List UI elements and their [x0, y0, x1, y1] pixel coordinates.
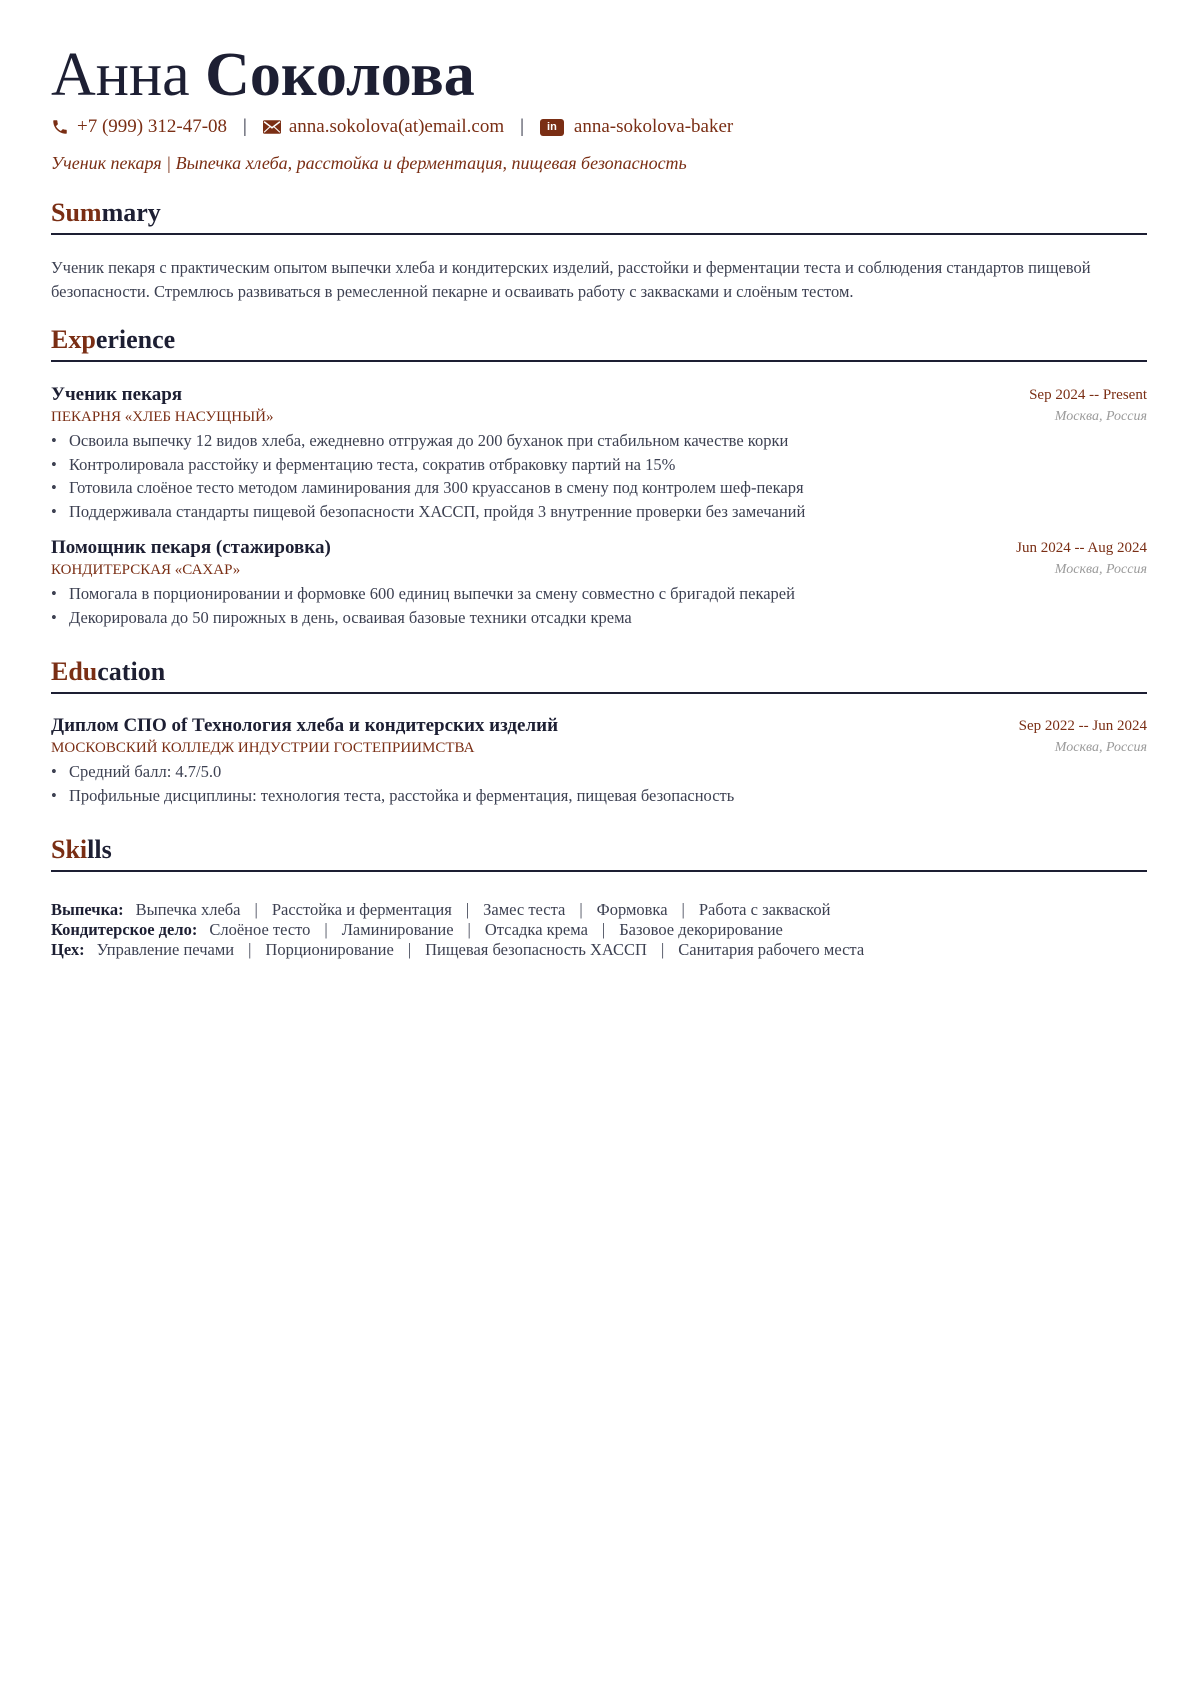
bullet-list	[51, 582, 1147, 629]
section-title-accent: Ski	[51, 835, 88, 864]
skill-separator: |	[324, 920, 328, 939]
bullet-item: • Освоила выпечку 12 видов хлеба, ежедневно отгружая до 200 буханок при стабильном качестве корки	[51, 429, 1147, 453]
bullet-item: • Поддерживала стандарты пищевой безопасности ХАССП, пройдя 3 внутренние проверки без замечаний	[51, 500, 1147, 524]
education-entry	[51, 714, 1147, 807]
skill-separator: |	[248, 940, 252, 959]
bullet-list	[51, 760, 1147, 807]
section-title-accent: Edu	[51, 657, 98, 686]
experience-entry	[51, 383, 1147, 523]
last-name: Соколова	[205, 41, 475, 109]
section-title-rest: lls	[87, 835, 112, 864]
bullet-list	[51, 429, 1147, 523]
section-title-accent: Sum	[51, 198, 102, 227]
skill-item: Базовое декорирование	[619, 920, 783, 939]
summary-text: Ученик пекаря с практическим опытом выпечки хлеба и кондитерских изделий, расстойки и ферментации теста и соблюдения стандартов пищевой безопасности. Стремлюсь развиваться в ремесленной пекарне и осваивать работу с заквасками и слоёным тестом.	[51, 258, 1091, 301]
employer: КОНДИТЕРСКАЯ «САХАР»	[51, 562, 241, 578]
email-contact[interactable]	[263, 116, 504, 138]
bullet-item: • Декорировала до 50 пирожных в день, осваивая базовые техники отсадки крема	[51, 606, 1147, 630]
section-title-rest: mary	[101, 198, 161, 227]
skill-row	[51, 920, 1147, 940]
bullet-item: • Профильные дисциплины: технология теста, расстойка и ферментация, пищевая безопасность	[51, 784, 1147, 808]
section-title-skills	[51, 833, 1147, 872]
skill-item: Порционирование	[265, 940, 394, 959]
skill-row	[51, 940, 1147, 960]
location: Москва, Россия	[1054, 562, 1147, 577]
section-title-summary	[51, 196, 1147, 235]
skill-item: Пищевая безопасность ХАССП	[425, 940, 647, 959]
skill-row	[51, 900, 1147, 920]
phone-contact[interactable]	[51, 116, 227, 138]
entry-header	[51, 383, 1147, 429]
skills-list	[51, 900, 1147, 960]
skill-item: Работа с закваской	[698, 900, 831, 919]
degree-title: Диплом СПО of Технология хлеба и кондитерских изделий	[51, 715, 559, 736]
section-title-rest: erience	[95, 325, 176, 354]
skill-item: Формовка	[596, 900, 668, 919]
entry-header	[51, 714, 1147, 760]
section-title-experience	[51, 323, 1147, 362]
contact-separator: |	[243, 116, 247, 137]
first-name: Анна	[51, 41, 190, 109]
date-range: Sep 2024 -- Present	[1029, 387, 1147, 403]
job-title: Ученик пекаря	[51, 384, 183, 405]
skill-separator: |	[579, 900, 583, 919]
skill-separator: |	[254, 900, 258, 919]
skill-separator: |	[467, 920, 471, 939]
location: Москва, Россия	[1054, 409, 1147, 424]
contact-bar	[51, 114, 733, 140]
skill-item: Расстойка и ферментация	[271, 900, 452, 919]
bullet-item: • Средний балл: 4.7/5.0	[51, 760, 1147, 784]
skill-category: Цех:	[51, 940, 85, 959]
skill-item: Отсадка крема	[484, 920, 588, 939]
institution: МОСКОВСКИЙ КОЛЛЕДЖ ИНДУСТРИИ ГОСТЕПРИИМСТВА	[51, 740, 475, 756]
skill-item: Замес теста	[483, 900, 566, 919]
contact-separator: |	[520, 116, 524, 137]
headline: Ученик пекаря | Выпечка хлеба, расстойка и ферментация, пищевая безопасность	[51, 153, 687, 173]
skill-separator: |	[660, 940, 665, 959]
skill-separator: |	[407, 940, 412, 959]
envelope-icon	[263, 120, 281, 134]
job-title: Помощник пекаря (стажировка)	[51, 537, 331, 558]
email-text: anna.sokolova(at)email.com	[288, 116, 505, 137]
skill-category: Кондитерское дело:	[51, 920, 198, 939]
date-range: Sep 2022 -- Jun 2024	[1018, 718, 1147, 734]
linkedin-contact[interactable]	[540, 116, 733, 138]
phone-icon	[51, 118, 69, 136]
entry-header	[51, 536, 1147, 582]
skill-item: Слоёное тесто	[209, 920, 311, 939]
skill-category: Выпечка:	[51, 900, 124, 919]
skill-separator: |	[681, 900, 685, 919]
skill-item: Управление печами	[96, 940, 235, 959]
linkedin-icon: in	[540, 119, 564, 136]
date-range: Jun 2024 -- Aug 2024	[1016, 540, 1147, 556]
linkedin-text: anna-sokolova-baker	[573, 116, 734, 137]
full-name	[51, 38, 475, 112]
location: Москва, Россия	[1054, 740, 1147, 755]
skill-separator: |	[465, 900, 470, 919]
skill-item: Выпечка хлеба	[135, 900, 241, 919]
experience-entry	[51, 536, 1147, 629]
skill-item: Санитария рабочего места	[678, 940, 865, 959]
section-title-education	[51, 655, 1147, 694]
bullet-item: • Помогала в порционировании и формовке 600 единиц выпечки за смену совместно с бригадой пекарей	[51, 582, 1147, 606]
section-title-rest: cation	[97, 657, 166, 686]
skill-item: Ламинирование	[341, 920, 454, 939]
section-title-accent: Exp	[51, 325, 96, 354]
bullet-item: • Готовила слоёное тесто методом ламинирования для 300 круассанов в смену под контролем шеф-пекаря	[51, 476, 1147, 500]
bullet-item: • Контролировала расстойку и ферментацию теста, сократив отбраковку партий на 15%	[51, 453, 1147, 477]
skill-separator: |	[601, 920, 606, 939]
employer: ПЕКАРНЯ «ХЛЕБ НАСУЩНЫЙ»	[51, 409, 274, 425]
phone-text: +7 (999) 312-47-08	[77, 116, 228, 137]
